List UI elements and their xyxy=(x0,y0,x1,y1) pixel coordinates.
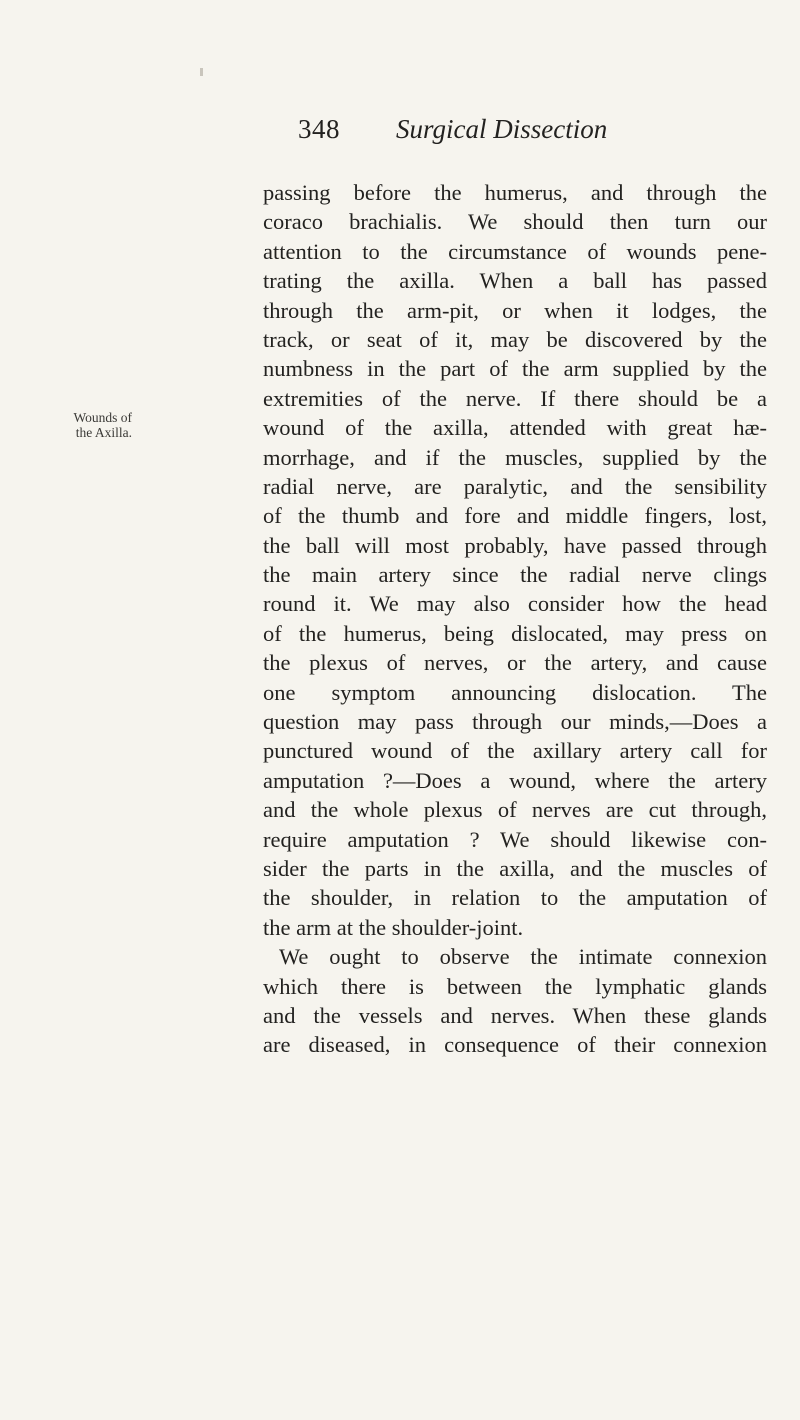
text-line: which there is between the lymphatic glands xyxy=(263,973,767,999)
text-line: one symptom announcing dislocation. The xyxy=(263,679,767,705)
text-line: the shoulder, in relation to the amputation of xyxy=(263,885,767,911)
text-line: and the vessels and nerves. When these glands xyxy=(263,1002,767,1028)
text-line: sider the parts in the axilla, and the muscles of xyxy=(263,855,767,881)
margin-note-line: Wounds of xyxy=(73,410,132,425)
text-line: the main artery since the radial nerve clings xyxy=(263,562,767,588)
text-line: extremities of the nerve. If there should be a xyxy=(263,385,767,411)
text-line: amputation ?—Does a wound, where the artery xyxy=(263,767,767,793)
paper-mark xyxy=(200,68,203,76)
text-line: We ought to observe the intimate connexion xyxy=(279,944,767,970)
text-line: the plexus of nerves, or the artery, and cause xyxy=(263,650,767,676)
text-line: through the arm-pit, or when it lodges, the xyxy=(263,297,767,323)
text-line: question may pass through our minds,—Does a xyxy=(263,709,767,735)
text-line: numbness in the part of the arm supplied by the xyxy=(263,356,767,382)
text-line: punctured wound of the axillary artery call for xyxy=(263,738,767,764)
margin-note-line: the Axilla. xyxy=(75,425,132,440)
text-line: of the humerus, being dislocated, may press on xyxy=(263,620,767,646)
text-line: morrhage, and if the muscles, supplied by the xyxy=(263,444,767,470)
body-text xyxy=(263,178,767,1060)
text-line: radial nerve, are paralytic, and the sensibility xyxy=(263,473,767,499)
text-line: wound of the axilla, attended with great hæ- xyxy=(263,415,767,441)
text-line: the ball will most probably, have passed through xyxy=(263,532,767,558)
page-number: 348 xyxy=(298,114,340,144)
text-line: of the thumb and fore and middle fingers, lost, xyxy=(263,503,767,529)
text-line: are diseased, in consequence of their connexion xyxy=(263,1032,767,1058)
text-line: round it. We may also consider how the head xyxy=(263,591,767,617)
text-line: trating the axilla. When a ball has passed xyxy=(263,268,767,294)
text-line: passing before the humerus, and through the xyxy=(263,180,767,205)
text-line: coraco brachialis. We should then turn our xyxy=(263,209,767,235)
text-line: track, or seat of it, may be discovered by the xyxy=(263,326,767,352)
text-line: attention to the circumstance of wounds pene- xyxy=(263,238,767,264)
text-line: and the whole plexus of nerves are cut through, xyxy=(263,797,767,823)
margin-note xyxy=(32,410,132,440)
text-line: require amputation ? We should likewise con- xyxy=(263,826,767,852)
text-line: the arm at the shoulder-joint. xyxy=(263,914,524,940)
running-title: Surgical Dissection xyxy=(396,114,608,144)
